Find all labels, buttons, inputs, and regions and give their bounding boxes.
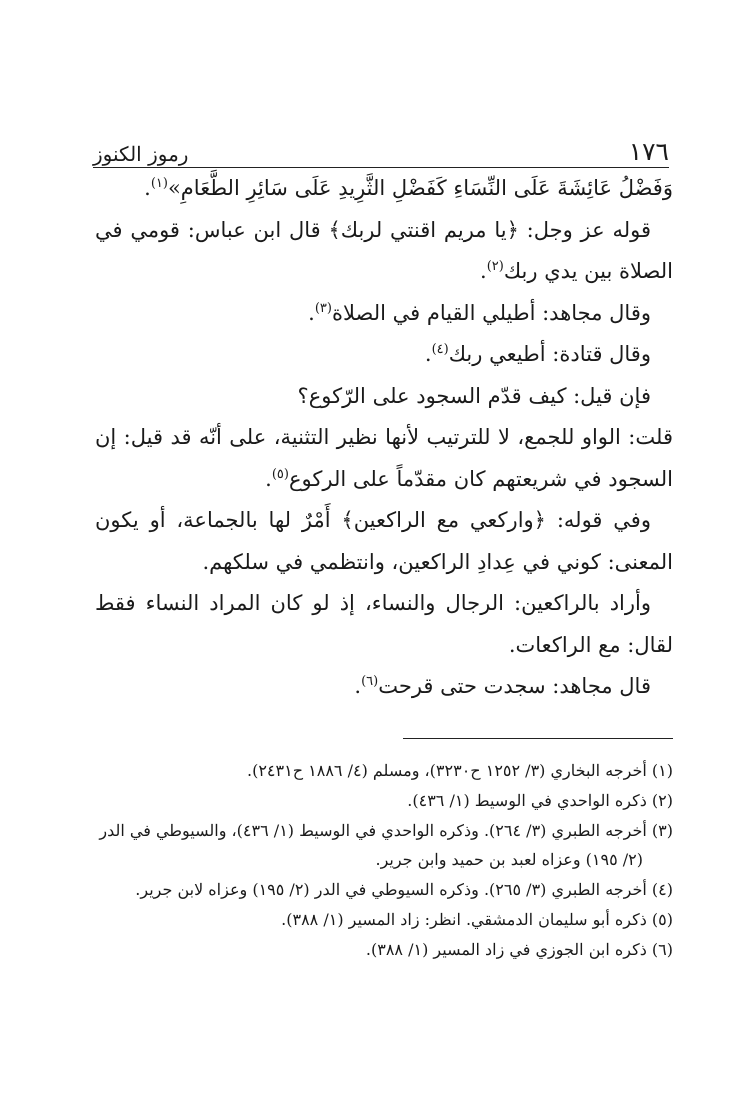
paragraph-answer: قلت: الواو للجمع، لا للترتيب لأنها نظير التثنية، على أنّه قد قيل: إن السجود في شريعتهم كان مقدّماً على الركوع$^{(٥)}$. (95, 425, 673, 491)
footnote-2: (٢) ذكره الواحدي في الوسيط (١/ ٤٣٦). (407, 791, 673, 810)
footnote-4: (٤) أخرجه الطبري (٣/ ٢٦٥). وذكره السيوطي في الدر (٢/ ١٩٥) وعزاه لابن جرير. (135, 880, 673, 899)
paragraph-men-women: وأراد بالراكعين: الرجال والنساء، إذ لو كان المراد النساء فقط لقال: مع الراكعات. (95, 591, 673, 657)
footnote-ref: (١) (150, 176, 168, 191)
main-text (95, 168, 673, 708)
footnote-ref: (٦) (361, 674, 379, 689)
footnote-3: (٣) أخرجه الطبري (٣/ ٢٦٤). وذكره الواحدي في الوسيط (١/ ٤٣٦)، والسيوطي في الدر (٢/ ١٩٥) وعزاه لعبد بن حميد وابن جرير. (99, 821, 673, 869)
footnote-ref: (٤) (431, 342, 449, 357)
footnote-5: (٥) ذكره أبو سليمان الدمشقي. انظر: زاد المسير (١/ ٣٨٨). (281, 910, 673, 929)
footnote-ref: (٢) (486, 259, 504, 274)
paragraph-rakiin: وفي قوله: ﴿واركعي مع الراكعين﴾ أَمْرٌ لها بالجماعة، أو يكون المعنى: كوني في عِدادِ الراكعين، وانتظمي في سلكهم. (95, 508, 673, 574)
paragraph-mujahid-sujud: قال مجاهد: سجدت حتى قرحت$^{(٦)}$. (354, 674, 651, 698)
footnote-ref: (٥) (271, 466, 289, 482)
footnote-6: (٦) ذكره ابن الجوزي في زاد المسير (١/ ٣٨٨). (365, 940, 673, 959)
footnote-separator (403, 738, 673, 739)
paragraph-verse-commentary: قوله عز وجل: ﴿يا مريم اقنتي لربك﴾ قال ابن عباس: قومي في الصلاة بين يدي ربك$^{(٢)}$. (95, 217, 673, 283)
footnote-ref: (٣) (314, 300, 332, 316)
paragraph-question: فإن قيل: كيف قدّم السجود على الرّكوع؟ (297, 383, 651, 408)
page-number: ١٧٦ (628, 137, 669, 166)
paragraph-hadith-end: وَفَضْلُ عَائِشَةَ عَلَى النِّسَاءِ كَفَضْلِ الثَّرِيدِ عَلَى سَائِرِ الطَّعَامِ»$^{(١)}$. (144, 176, 673, 200)
paragraph-qatada: وقال قتادة: أطيعي ربك$^{(٤)}$. (424, 342, 651, 366)
running-title: رموز الكنوز (93, 142, 189, 166)
paragraph-mujahid: وقال مجاهد: أطيلي القيام في الصلاة$^{(٣)}$. (308, 300, 651, 325)
footnote-1: (١) أخرجه البخاري (٣/ ١٢٥٢ ح٣٢٣٠)، ومسلم (٤/ ١٨٨٦ ح٢٤٣١). (247, 761, 673, 780)
footnotes (95, 756, 673, 965)
page-header (93, 128, 669, 168)
